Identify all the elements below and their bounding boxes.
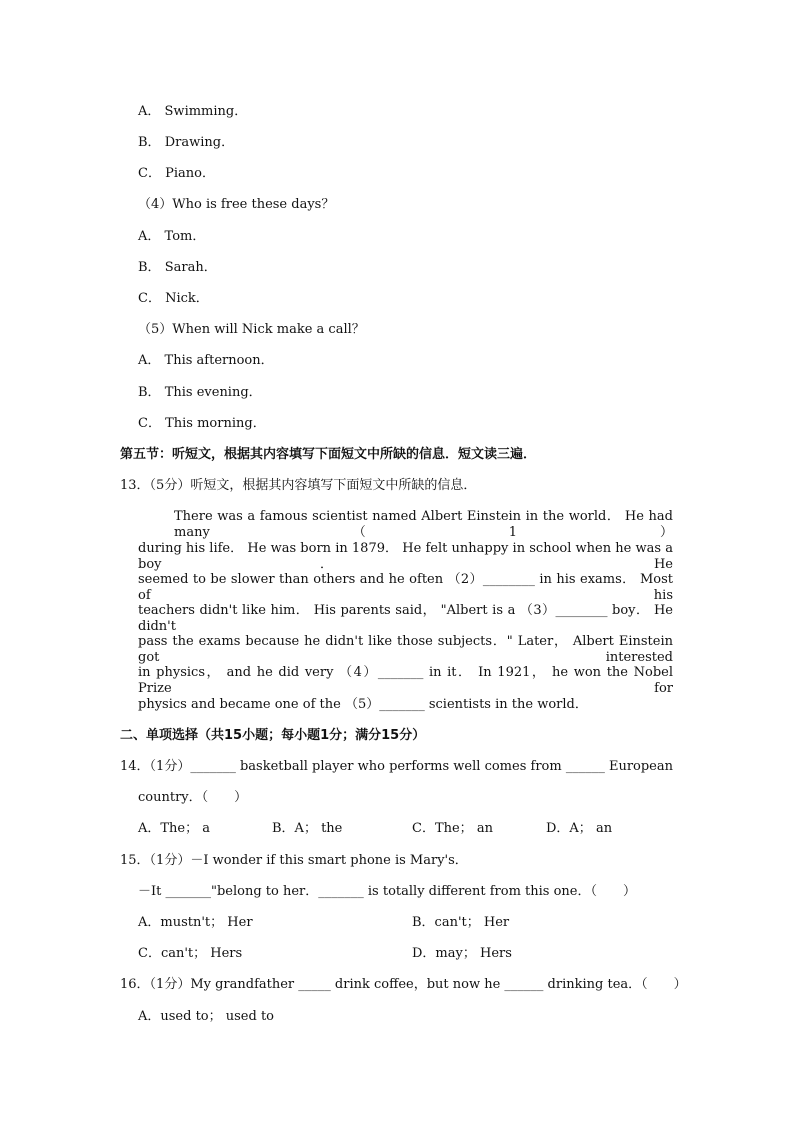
option-a: A．The； a — [138, 821, 211, 836]
passage-line: physics and became one of the （5）_______ scientists in the world． — [138, 697, 588, 712]
option-b: B．can't； Her — [412, 915, 510, 930]
section-title: 二、单项选择（共15小题；每小题1分；满分15分） — [120, 728, 426, 743]
passage-line: during his life． He was born in 1879． He felt unhappy in school when he was a boy． He — [138, 541, 673, 572]
passage-line: seemed to be slower than others and he often （2）________ in his exams． Most of his — [138, 572, 673, 603]
option-b: B．A； the — [272, 821, 343, 836]
option-c: C．can't； Hers — [138, 946, 243, 961]
option-c: C． Nick． — [138, 291, 209, 306]
option-a: A．used to； used to — [138, 1009, 275, 1024]
option-c: C．The； an — [412, 821, 493, 836]
option-c: C． Piano． — [138, 166, 215, 181]
option-a: A． Swimming． — [138, 104, 248, 119]
option-a: A． Tom． — [138, 229, 206, 244]
option-c: C． This morning． — [138, 416, 266, 431]
question-4-prompt: （4）Who is free these days？ — [138, 197, 335, 212]
option-a: A． This afternoon． — [138, 353, 274, 368]
passage-line: pass the exams because he didn't like those subjects．" Later， Albert Einstein got interested — [138, 634, 673, 665]
option-d: D．may； Hers — [412, 946, 512, 961]
question-13-header: 13．（5分）听短文，根据其内容填写下面短文中所缺的信息． — [120, 478, 477, 493]
question-15-stem: 15．（1分）－I wonder if this smart phone is Mary's． — [120, 853, 468, 868]
question-16-stem: 16．（1分）My grandfather _____ drink coffee，but now he ______ drinking tea．（ ） — [120, 977, 687, 992]
option-a: A．mustn't； Her — [138, 915, 253, 930]
question-5-prompt: （5）When will Nick make a call？ — [138, 322, 365, 337]
option-d: D．A； an — [546, 821, 613, 836]
passage-line: There was a famous scientist named Albert Einstein in the world． He had many（1） — [174, 509, 673, 540]
question-14-stem: 14．（1分）_______ basketball player who performs well comes from ______ European — [120, 759, 673, 774]
question-14-stem-cont: country．（ ） — [138, 790, 248, 805]
passage-line: teachers didn't like him． His parents said， "Albert is a （3）________ boy． He didn't — [138, 603, 673, 634]
option-b: B． Sarah． — [138, 260, 217, 275]
question-15-stem-cont: －It _______"belong to her．_______ is totally different from this one．（ ） — [138, 884, 636, 899]
passage-line: in physics， and he did very （4）_______ in it． In 1921， he won the Nobel Prize for — [138, 665, 673, 696]
option-b: B． This evening． — [138, 385, 262, 400]
option-b: B． Drawing． — [138, 135, 235, 150]
section-title: 第五节：听短文，根据其内容填写下面短文中所缺的信息．短文读三遍． — [120, 447, 537, 462]
